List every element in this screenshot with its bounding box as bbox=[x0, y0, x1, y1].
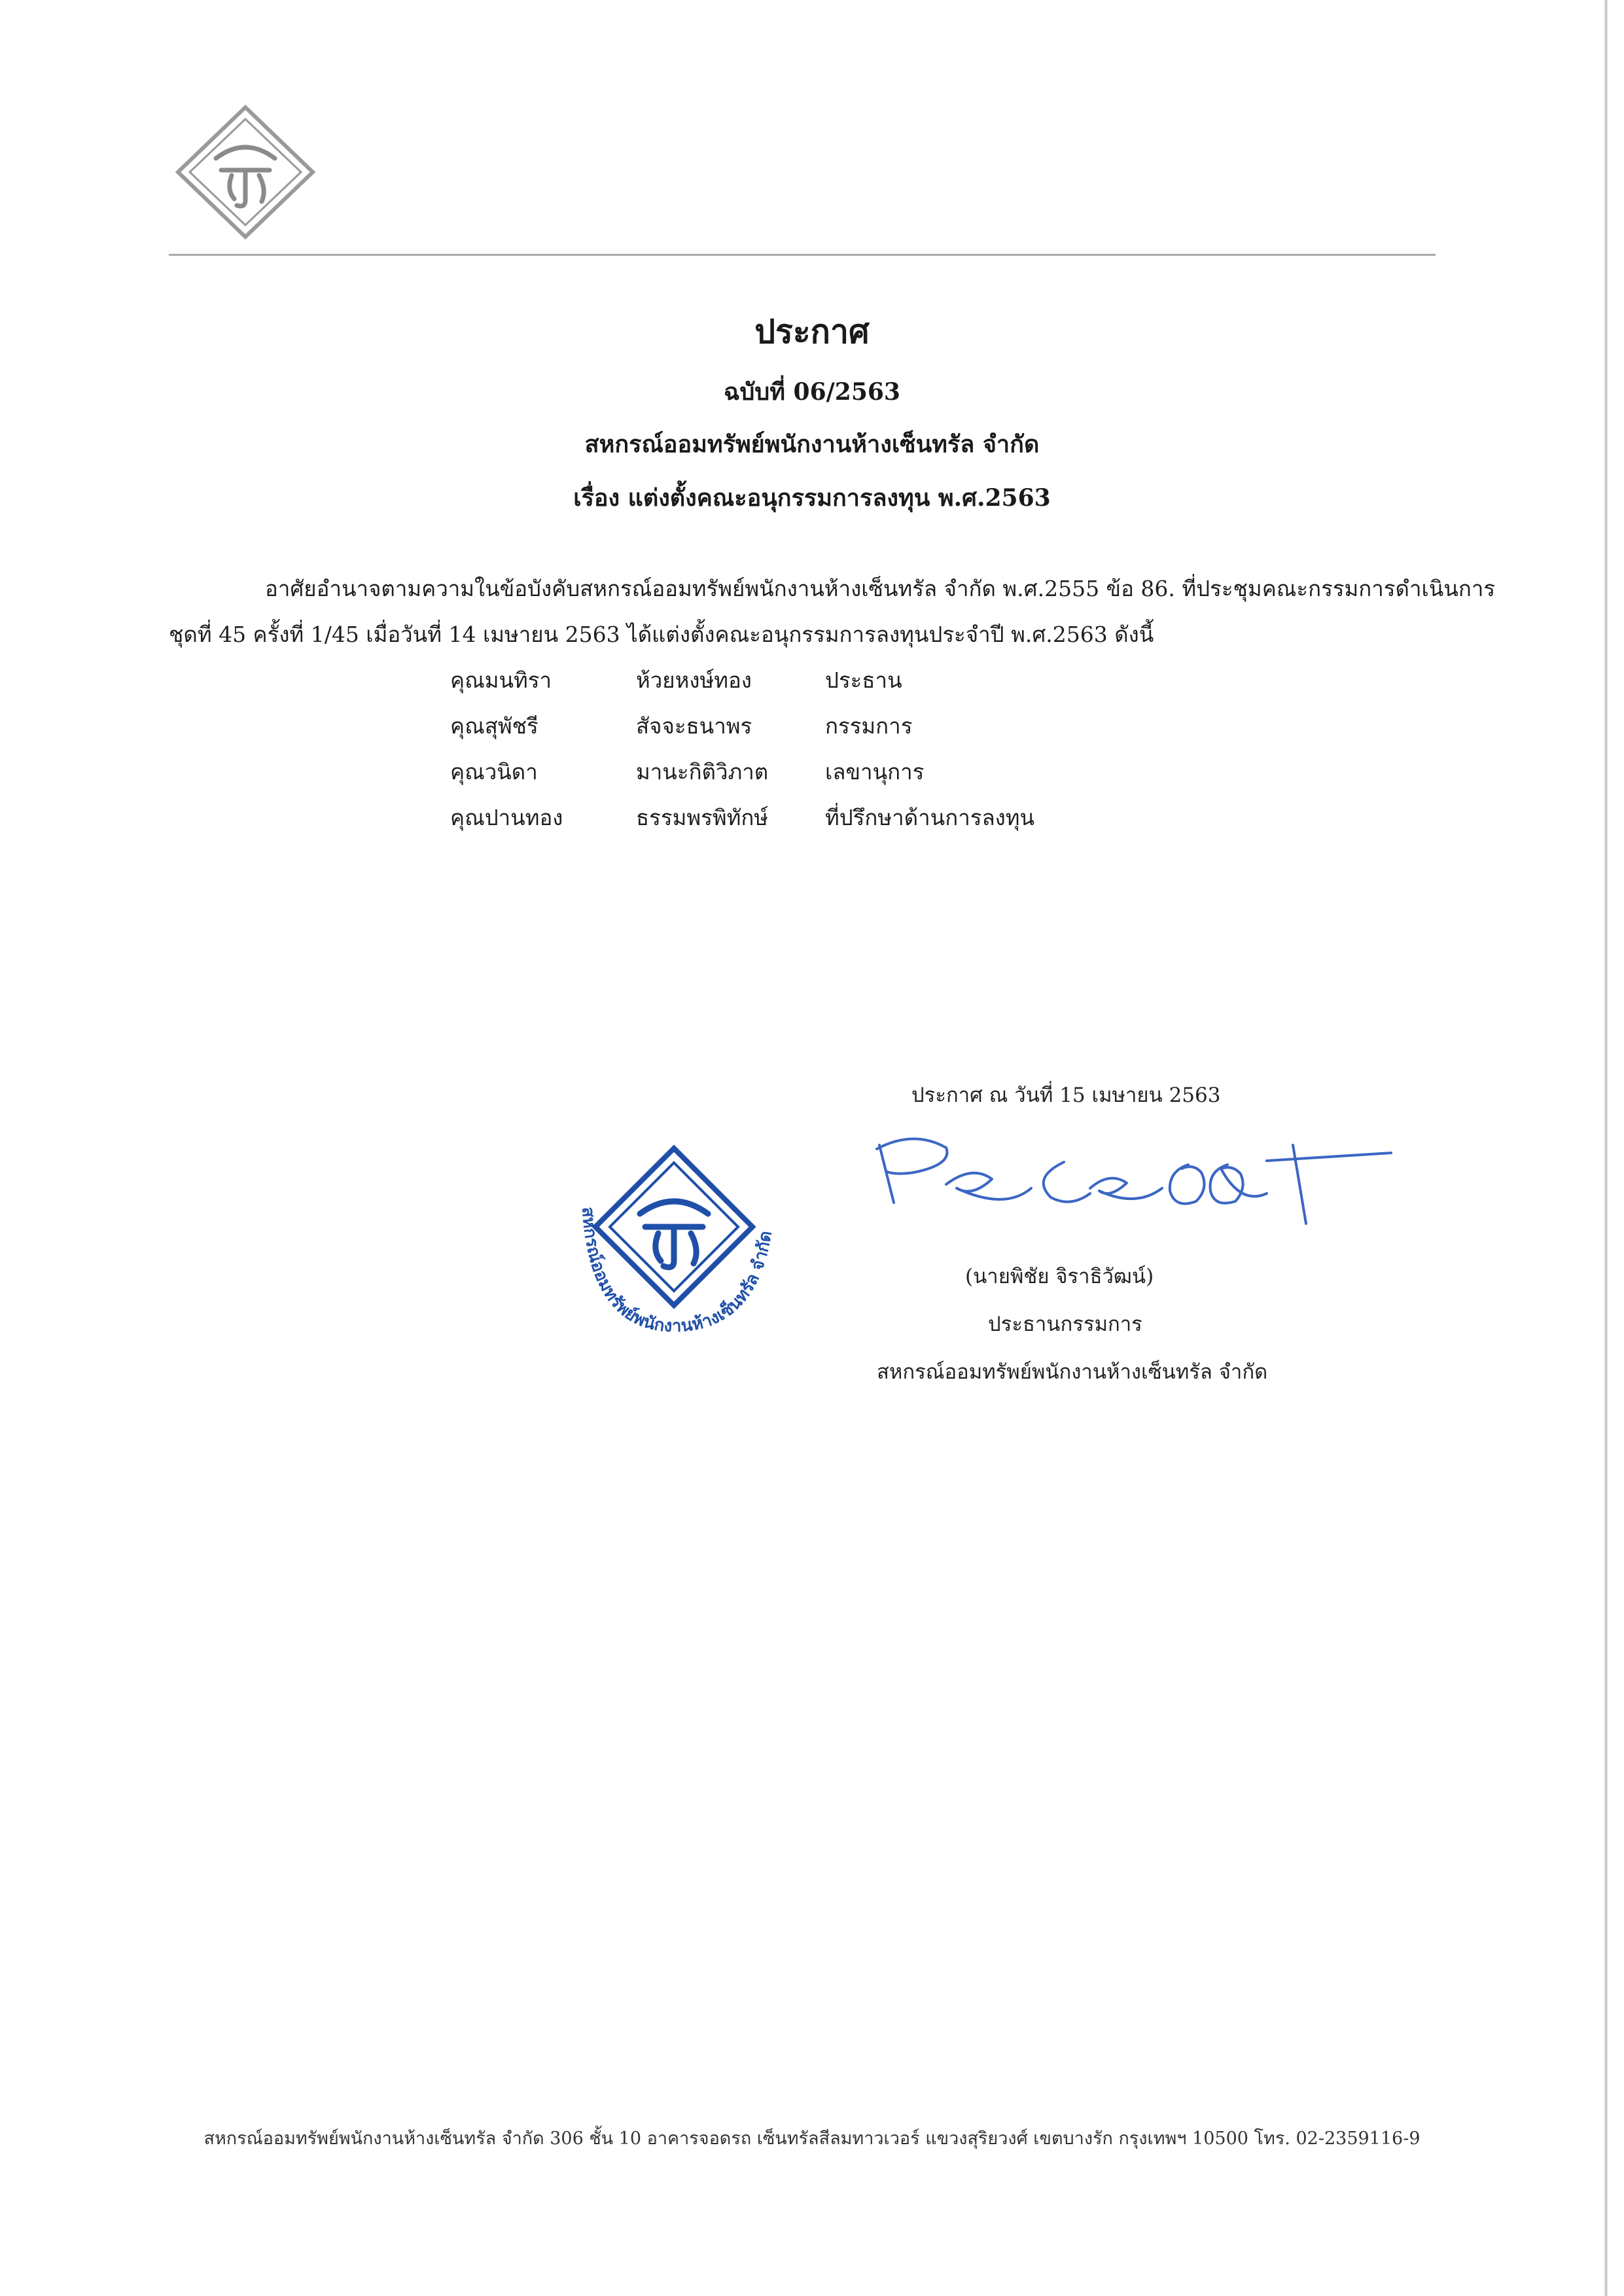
member-surname: ธรรมพรพิทักษ์ bbox=[636, 805, 769, 830]
member-name: คุณวนิดา bbox=[450, 759, 538, 785]
member-surname: สัจจะธนาพร bbox=[636, 713, 752, 739]
announcement-date: ประกาศ ณ วันที่ 15 เมษายน 2563 bbox=[911, 1084, 1221, 1107]
signer-position: ประธานกรรมการ bbox=[988, 1313, 1142, 1336]
footer-address: สหกรณ์ออมทรัพย์พนักงานห้างเซ็นทรัล จำกัด 306 ชั้น 10 อาคารจอดรถ เซ็นทรัลสีลมทาวเวอร์ แขวงสุริยวงศ์ เขตบางรัก กรุงเทพฯ 10500 โทร. 02-2359116-9 bbox=[203, 2128, 1421, 2149]
signer-organization: สหกรณ์ออมทรัพย์พนักงานห้างเซ็นทรัล จำกัด bbox=[877, 1360, 1268, 1384]
body-paragraph-line-2: ชุดที่ 45 ครั้งที่ 1/45 เมื่อวันที่ 14 เมษายน 2563 ได้แต่งตั้งคณะอนุกรรมการลงทุนประจำปี พ.ศ.2563 ดังนี้ bbox=[169, 622, 1154, 647]
document-title: ประกาศ bbox=[754, 312, 870, 351]
organization-name: สหกรณ์ออมทรัพย์พนักงานห้างเซ็นทรัล จำกัด bbox=[584, 431, 1040, 458]
member-surname: มานะกิติวิภาต bbox=[636, 759, 769, 785]
official-stamp-icon bbox=[563, 1142, 785, 1338]
issue-number: ฉบับที่ 06/2563 bbox=[724, 378, 900, 406]
signer-name: (นายพิชัย จิราธิวัฒน์) bbox=[965, 1265, 1154, 1288]
member-name: คุณมนทิรา bbox=[450, 667, 552, 693]
member-name: คุณสุพัชรี bbox=[450, 713, 538, 739]
stamp-text: สหกรณ์ออมทรัพย์พนักงานห้างเซ็นทรัล จำกัด bbox=[577, 1206, 776, 1337]
header-divider bbox=[169, 254, 1436, 256]
member-surname: ห้วยหงษ์ทอง bbox=[636, 667, 752, 693]
member-role: เลขานุการ bbox=[825, 759, 925, 785]
member-role: กรรมการ bbox=[825, 713, 913, 739]
subject-line: เรื่อง แต่งตั้งคณะอนุกรรมการลงทุน พ.ศ.2563 bbox=[573, 484, 1051, 512]
member-role: ที่ปรึกษาด้านการลงทุน bbox=[825, 805, 1035, 830]
signature-image bbox=[874, 1125, 1398, 1230]
cooperative-logo-icon bbox=[171, 102, 319, 242]
body-paragraph-line-1: อาศัยอำนาจตามความในข้อบังคับสหกรณ์ออมทรัพย์พนักงานห้างเซ็นทรัล จำกัด พ.ศ.2555 ข้อ 86. ที่ประชุมคณะกรรมการดำเนินการ bbox=[265, 576, 1496, 601]
member-name: คุณปานทอง bbox=[450, 805, 563, 830]
member-role: ประธาน bbox=[825, 667, 902, 693]
